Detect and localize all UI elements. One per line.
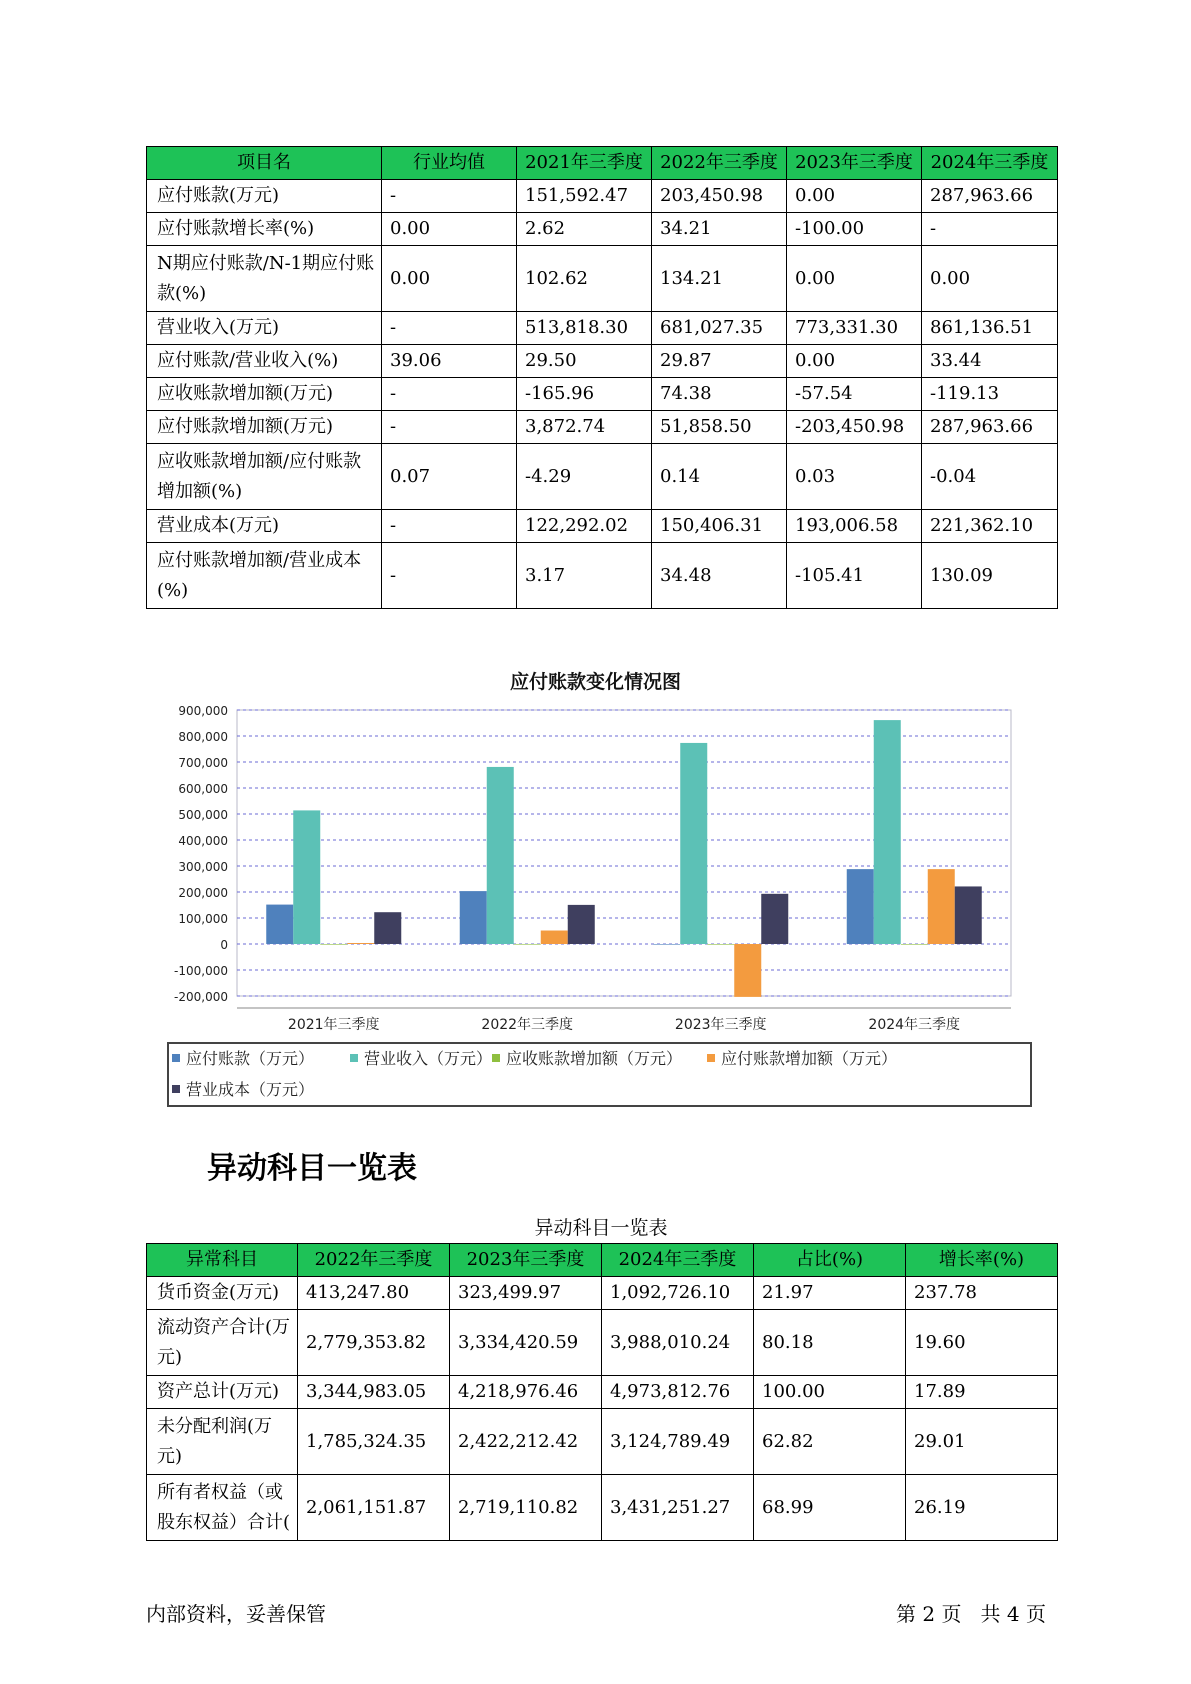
table-cell: 221,362.10 <box>922 510 1058 543</box>
x-tick-label: 2022年三季度 <box>481 1017 574 1033</box>
table-cell: 203,450.98 <box>652 180 787 213</box>
table-cell: 19.60 <box>906 1310 1058 1376</box>
y-tick-label: 800,000 <box>178 730 228 744</box>
table-cell: 134.21 <box>652 246 787 312</box>
bar <box>955 886 982 944</box>
table-cell: 2,719,110.82 <box>450 1475 602 1541</box>
row-label: 资产总计(万元) <box>147 1376 298 1409</box>
table-cell: 0.00 <box>382 246 517 312</box>
column-header: 异常科目 <box>147 1244 298 1277</box>
table-cell: 34.48 <box>652 543 787 609</box>
row-label: 所有者权益（或股东权益）合计( <box>147 1475 298 1541</box>
bar <box>653 944 680 945</box>
table-cell: 150,406.31 <box>652 510 787 543</box>
table-cell: - <box>382 180 517 213</box>
table-cell: 4,973,812.76 <box>602 1376 754 1409</box>
row-label: 应付账款(万元) <box>147 180 382 213</box>
table-cell: 287,963.66 <box>922 411 1058 444</box>
table-cell: 0.00 <box>382 213 517 246</box>
bar <box>460 891 487 944</box>
table-row <box>147 1409 1058 1475</box>
bar <box>347 943 374 944</box>
bar <box>487 767 514 944</box>
y-tick-label: 300,000 <box>178 860 228 874</box>
table-cell: -165.96 <box>517 378 652 411</box>
legend-swatch <box>707 1054 715 1062</box>
column-header: 2024年三季度 <box>602 1244 754 1277</box>
table-cell: 3,988,010.24 <box>602 1310 754 1376</box>
footer-confidential-note: 内部资料，妥善保管 <box>146 1602 326 1626</box>
bar <box>707 944 734 945</box>
table-cell: 413,247.80 <box>298 1277 450 1310</box>
bar <box>874 720 901 944</box>
bar <box>541 931 568 944</box>
table-cell: 0.00 <box>787 345 922 378</box>
y-tick-label: 200,000 <box>178 886 228 900</box>
legend-swatch <box>172 1054 180 1062</box>
table-cell: 0.07 <box>382 444 517 510</box>
table-cell: 0.14 <box>652 444 787 510</box>
table-cell: 62.82 <box>754 1409 906 1475</box>
table-cell: - <box>382 312 517 345</box>
footer-page-number: 第 2 页 共 4 页 <box>896 1602 1046 1626</box>
row-label: 应付账款增加额(万元) <box>147 411 382 444</box>
table-cell: 0.00 <box>922 246 1058 312</box>
x-tick-label: 2024年三季度 <box>868 1017 961 1033</box>
legend-label: 应付账款（万元） <box>186 1049 315 1068</box>
row-label: 营业收入(万元) <box>147 312 382 345</box>
legend-label: 应收账款增加额（万元） <box>506 1049 683 1068</box>
table-cell: 0.03 <box>787 444 922 510</box>
table-cell: -4.29 <box>517 444 652 510</box>
y-tick-label: 900,000 <box>178 704 228 718</box>
row-label: 货币资金(万元) <box>147 1277 298 1310</box>
table-cell: -100.00 <box>787 213 922 246</box>
table-row <box>147 1310 1058 1376</box>
table-cell: 513,818.30 <box>517 312 652 345</box>
table-cell: - <box>382 543 517 609</box>
column-header: 2021年三季度 <box>517 147 652 180</box>
row-label: 应收账款增加额(万元) <box>147 378 382 411</box>
legend-label: 营业成本（万元） <box>186 1080 315 1099</box>
bar <box>514 944 541 945</box>
table-cell: 0.00 <box>787 180 922 213</box>
legend-swatch <box>350 1054 358 1062</box>
table-cell: 100.00 <box>754 1376 906 1409</box>
table-cell: 51,858.50 <box>652 411 787 444</box>
table-cell: 1,785,324.35 <box>298 1409 450 1475</box>
bar <box>320 944 347 945</box>
bar <box>734 944 761 997</box>
table-cell: 68.99 <box>754 1475 906 1541</box>
table-cell: - <box>382 378 517 411</box>
table-cell: -105.41 <box>787 543 922 609</box>
bar <box>928 869 955 944</box>
table-cell: 29.50 <box>517 345 652 378</box>
table-cell: -203,450.98 <box>787 411 922 444</box>
column-header: 2024年三季度 <box>922 147 1058 180</box>
table-cell: 0.00 <box>787 246 922 312</box>
table-cell: -119.13 <box>922 378 1058 411</box>
bar <box>901 944 928 945</box>
y-tick-label: 700,000 <box>178 756 228 770</box>
table-cell: 122,292.02 <box>517 510 652 543</box>
y-tick-label: 100,000 <box>178 912 228 926</box>
table-header-row <box>147 1244 1058 1277</box>
column-header: 占比(%) <box>754 1244 906 1277</box>
column-header: 行业均值 <box>382 147 517 180</box>
table-cell: 2.62 <box>517 213 652 246</box>
y-tick-label: 400,000 <box>178 834 228 848</box>
y-tick-label: -100,000 <box>174 964 228 978</box>
table-cell: 287,963.66 <box>922 180 1058 213</box>
table-cell: 29.01 <box>906 1409 1058 1475</box>
table-cell: -0.04 <box>922 444 1058 510</box>
row-label: 应付账款增长率(%) <box>147 213 382 246</box>
table-cell: 102.62 <box>517 246 652 312</box>
table-cell: -57.54 <box>787 378 922 411</box>
abnormal-items-table <box>146 1243 1058 1541</box>
column-header: 2022年三季度 <box>298 1244 450 1277</box>
table-cell: 151,592.47 <box>517 180 652 213</box>
row-label: 营业成本(万元) <box>147 510 382 543</box>
table-row <box>147 1376 1058 1409</box>
bar <box>680 743 707 944</box>
table-cell: 3,872.74 <box>517 411 652 444</box>
column-header: 2022年三季度 <box>652 147 787 180</box>
y-tick-label: 600,000 <box>178 782 228 796</box>
table-cell: 39.06 <box>382 345 517 378</box>
row-label: 未分配利润(万元) <box>147 1409 298 1475</box>
table-row <box>147 1475 1058 1541</box>
table-cell: - <box>382 411 517 444</box>
bar <box>761 894 788 944</box>
bar <box>568 905 595 944</box>
table-cell: - <box>382 510 517 543</box>
row-label: 流动资产合计(万元) <box>147 1310 298 1376</box>
column-header: 2023年三季度 <box>787 147 922 180</box>
table-cell: 4,218,976.46 <box>450 1376 602 1409</box>
table-cell: 773,331.30 <box>787 312 922 345</box>
table-cell: 26.19 <box>906 1475 1058 1541</box>
legend-label: 营业收入（万元） <box>364 1049 493 1068</box>
legend-label: 应付账款增加额（万元） <box>721 1049 898 1068</box>
table-cell: 80.18 <box>754 1310 906 1376</box>
table-cell: 1,092,726.10 <box>602 1277 754 1310</box>
table-cell: 3,344,983.05 <box>298 1376 450 1409</box>
row-label: 应收账款增加额/应付账款增加额(%) <box>147 444 382 510</box>
table-row <box>147 1277 1058 1310</box>
table-cell: - <box>922 213 1058 246</box>
table-cell: 3.17 <box>517 543 652 609</box>
table-cell: 33.44 <box>922 345 1058 378</box>
section-heading: 异动科目一览表 <box>207 1151 417 1186</box>
table-cell: 2,422,212.42 <box>450 1409 602 1475</box>
chart-title: 应付账款变化情况图 <box>509 671 681 693</box>
table-cell: 74.38 <box>652 378 787 411</box>
table-cell: 237.78 <box>906 1277 1058 1310</box>
row-label: N期应付账款/N-1期应付账款(%) <box>147 246 382 312</box>
table-cell: 34.21 <box>652 213 787 246</box>
table-cell: 17.89 <box>906 1376 1058 1409</box>
table-cell: 3,124,789.49 <box>602 1409 754 1475</box>
column-header: 2023年三季度 <box>450 1244 602 1277</box>
bar <box>847 869 874 944</box>
y-tick-label: 0 <box>220 938 228 952</box>
table-cell: 3,334,420.59 <box>450 1310 602 1376</box>
y-tick-label: 500,000 <box>178 808 228 822</box>
bar <box>374 912 401 944</box>
table-cell: 3,431,251.27 <box>602 1475 754 1541</box>
x-tick-label: 2021年三季度 <box>287 1017 380 1033</box>
table-cell: 29.87 <box>652 345 787 378</box>
table-cell: 2,779,353.82 <box>298 1310 450 1376</box>
row-label: 应付账款增加额/营业成本(%) <box>147 543 382 609</box>
legend-swatch <box>172 1085 180 1093</box>
table-cell: 130.09 <box>922 543 1058 609</box>
row-label: 应付账款/营业收入(%) <box>147 345 382 378</box>
legend-swatch <box>492 1054 500 1062</box>
table-cell: 193,006.58 <box>787 510 922 543</box>
column-header: 增长率(%) <box>906 1244 1058 1277</box>
y-tick-label: -200,000 <box>174 990 228 1004</box>
table-caption: 异动科目一览表 <box>534 1217 668 1239</box>
x-tick-label: 2023年三季度 <box>674 1017 767 1033</box>
table-cell: 21.97 <box>754 1277 906 1310</box>
column-header: 项目名 <box>147 147 382 180</box>
table-cell: 861,136.51 <box>922 312 1058 345</box>
table-cell: 681,027.35 <box>652 312 787 345</box>
table-cell: 323,499.97 <box>450 1277 602 1310</box>
bar <box>266 905 293 944</box>
table-cell: 2,061,151.87 <box>298 1475 450 1541</box>
bar <box>293 810 320 944</box>
